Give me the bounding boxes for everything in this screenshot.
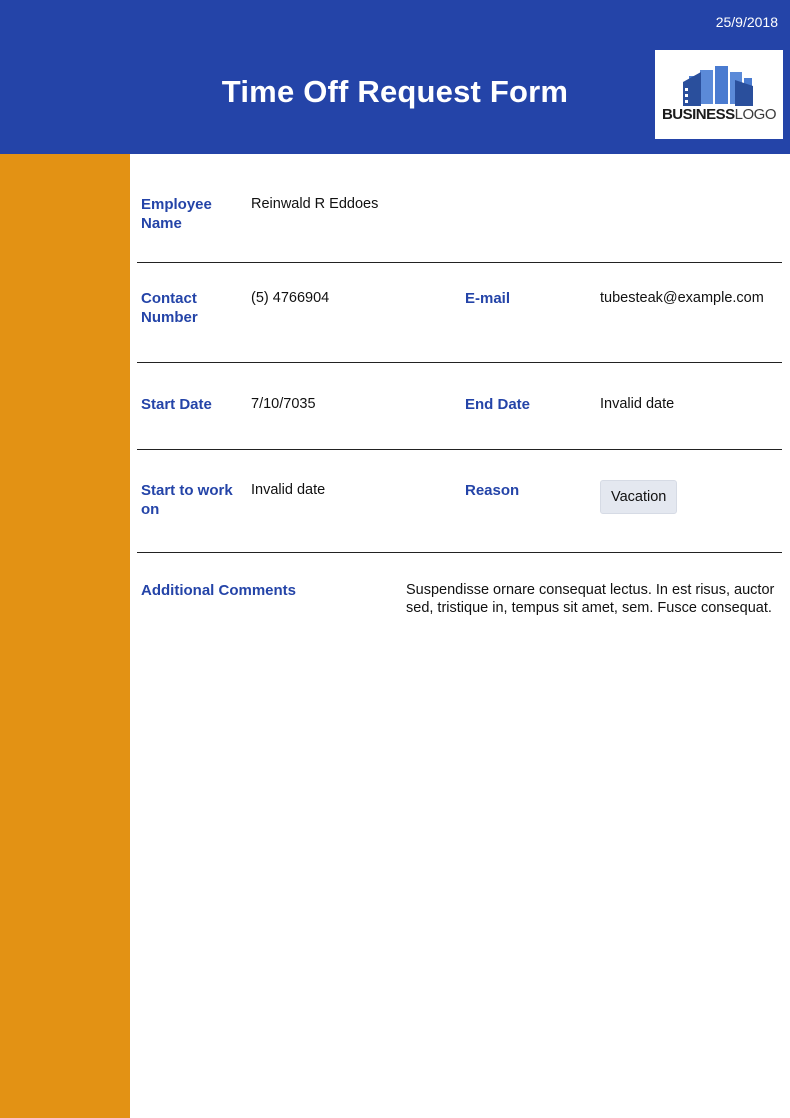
- end-date-label: End Date: [465, 396, 531, 413]
- page-title: Time Off Request Form: [221, 74, 569, 109]
- start-date-label: Start Date: [141, 396, 212, 413]
- start-date-value: 7/10/7035: [251, 396, 316, 412]
- form-body: [137, 154, 782, 643]
- employee-name-label: Employee Name: [141, 196, 212, 232]
- additional-comments-value: Suspendisse ornare consequat lectus. In est risus, auctor sed, tristique in, tempus sit amet, sem. Fusce consequat.: [406, 582, 775, 616]
- buildings-icon: [655, 50, 783, 139]
- contact-number-label: Contact Number: [141, 290, 198, 326]
- row-comments: [137, 553, 782, 643]
- business-logo: [655, 50, 783, 139]
- contact-number-value: (5) 4766904: [251, 290, 330, 306]
- start-to-work-label: Start to work on: [141, 482, 233, 518]
- row-contact: [137, 263, 782, 363]
- email-value: tubesteak@example.com: [600, 290, 764, 306]
- start-to-work-value: Invalid date: [251, 482, 326, 498]
- reason-badge: Vacation: [600, 480, 677, 514]
- row-return-reason: [137, 450, 782, 553]
- header-banner: [0, 0, 790, 154]
- end-date-value: Invalid date: [600, 396, 675, 412]
- row-employee-name: [137, 154, 782, 263]
- row-dates: [137, 363, 782, 450]
- additional-comments-label: Additional Comments: [141, 582, 297, 599]
- logo-wordmark: [655, 106, 783, 123]
- side-accent-bar: [0, 154, 130, 1118]
- logo-word-light: LOGO: [734, 106, 777, 123]
- email-label: E-mail: [465, 290, 511, 307]
- form-date: 25/9/2018: [715, 14, 778, 30]
- employee-name-value: Reinwald R Eddoes: [251, 196, 379, 212]
- reason-label: Reason: [465, 482, 520, 499]
- logo-word-bold: BUSINESS: [661, 106, 735, 123]
